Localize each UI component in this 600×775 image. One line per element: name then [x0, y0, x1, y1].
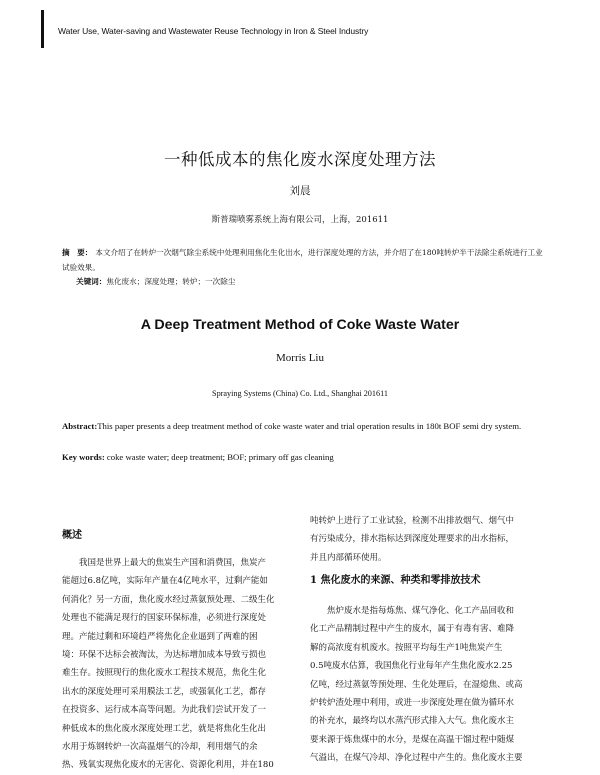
body-line: 炉转炉渣处理中利用，或进一步深度处理在做为循环水	[310, 698, 515, 709]
body-line: 水用于炼钢转炉一次高温烟气的冷却，利用烟气的余	[62, 742, 258, 753]
body-line: 化工产品精制过程中产生的废水，属于有毒有害、难降	[310, 624, 515, 635]
body-line: 能超过6.8亿吨，实际年产量在4亿吨水平，过剩产能如	[62, 576, 268, 587]
body-line: 焦炉废水是指每炼焦、煤气净化、化工产品回收和	[310, 606, 515, 616]
abstract-chinese-text: 本文介绍了在转炉一次烟气除尘系统中处理利用焦化生化出水，进行深度处理的方法，并介绍了在180吨转炉半干法除尘系统进行工业试验效果。	[62, 248, 543, 272]
title-chinese: 一种低成本的焦化废水深度处理方法	[164, 150, 436, 169]
body-line: 吨转炉上进行了工业试验，检测不出排放烟气、烟气中	[310, 516, 515, 526]
title-english: A Deep Treatment Method of Coke Waste Water	[140, 317, 460, 333]
body-line: 的补充水，最终均以水蒸汽形式排入大气。焦化废水主	[310, 716, 515, 727]
abstract-english-label: Abstract:	[62, 421, 98, 431]
keywords-chinese-label: 关键词：	[76, 277, 107, 286]
section-heading-overview: 概述	[62, 530, 82, 541]
abstract-english-text: This paper presents a deep treatment method of coke waste water and trial operation results in 180t BOF semi dry system.	[97, 421, 522, 431]
body-line: 气溢出，在煤气冷却、净化过程中产生的。焦化废水主要	[310, 753, 523, 764]
body-line: 并且内部循环使用。	[310, 552, 387, 563]
section-heading-1: 1 焦化废水的来源、种类和零排放技术	[310, 575, 481, 586]
body-line: 难生存。按照现行的焦化废水工程技术规范，焦化生化	[62, 668, 267, 679]
running-head-rule	[41, 10, 44, 48]
body-column-right-body	[310, 602, 547, 768]
body-line: 解的高浓度有机废水。按照平均每生产1吨焦炭产生	[310, 642, 503, 653]
abstract-chinese-label: 摘 要：	[62, 248, 93, 257]
keywords-chinese	[76, 276, 235, 287]
abstract-chinese	[62, 245, 547, 275]
affiliation-english: Spraying Systems (China) Co. Ltd., Shanghai 201611	[212, 389, 388, 398]
body-line: 在投资多、运行成本高等问题。为此我们尝试开发了一	[62, 705, 267, 716]
keywords-chinese-text: 焦化废水；深度处理；转炉；一次除尘	[106, 277, 236, 286]
body-line: 理。产能过剩和环境趋严将焦化企业逼到了两难的困	[62, 631, 258, 642]
body-line: 境：环保不达标会被淘汰，为达标增加成本导致亏损也	[62, 650, 267, 661]
body-line: 有污染成分，排水指标达到深度处理要求的出水指标，	[310, 534, 515, 545]
body-line: 种低成本的焦化废水深度处理工艺，就是将焦化生化出	[62, 723, 267, 734]
body-column-left	[62, 554, 298, 775]
author-english: Morris Liu	[276, 352, 324, 364]
body-line: 我国是世界上最大的焦炭生产国和消费国，焦炭产	[62, 558, 267, 568]
body-line: 热、残氧实现焦化废水的无害化、资源化利用，并在180	[62, 760, 274, 771]
running-head: Water Use, Water-saving and Wastewater Reuse Technology in Iron & Steel Industry	[58, 26, 369, 36]
keywords-english-text: coke waste water; deep treatment; BOF; primary off gas cleaning	[106, 452, 334, 462]
abstract-english	[62, 419, 547, 434]
body-line: 0.5吨废水估算，我国焦化行业每年产生焦化废水2.25	[310, 661, 513, 672]
author-chinese: 刘晨	[289, 185, 311, 197]
keywords-english-label: Key words:	[62, 452, 105, 462]
body-line: 何消化？另一方面，焦化废水经过蒸氨预处理、二级生化	[62, 594, 275, 605]
body-line: 处理也不能满足现行的国家环保标准，必须进行深度处	[62, 613, 267, 624]
affiliation-chinese: 斯普瑞喷雾系统上海有限公司，上海，201611	[211, 215, 389, 225]
body-line: 要来源于炼焦煤中的水分，是煤在高温干馏过程中随煤	[310, 734, 515, 745]
body-line: 出水的深度处理可采用膜法工艺，或强氧化工艺，都存	[62, 686, 267, 697]
keywords-english	[62, 452, 334, 462]
body-column-right-top	[310, 512, 547, 567]
body-line: 亿吨，经过蒸氨等预处理、生化处理后，在湿熄焦、或高	[310, 679, 523, 690]
